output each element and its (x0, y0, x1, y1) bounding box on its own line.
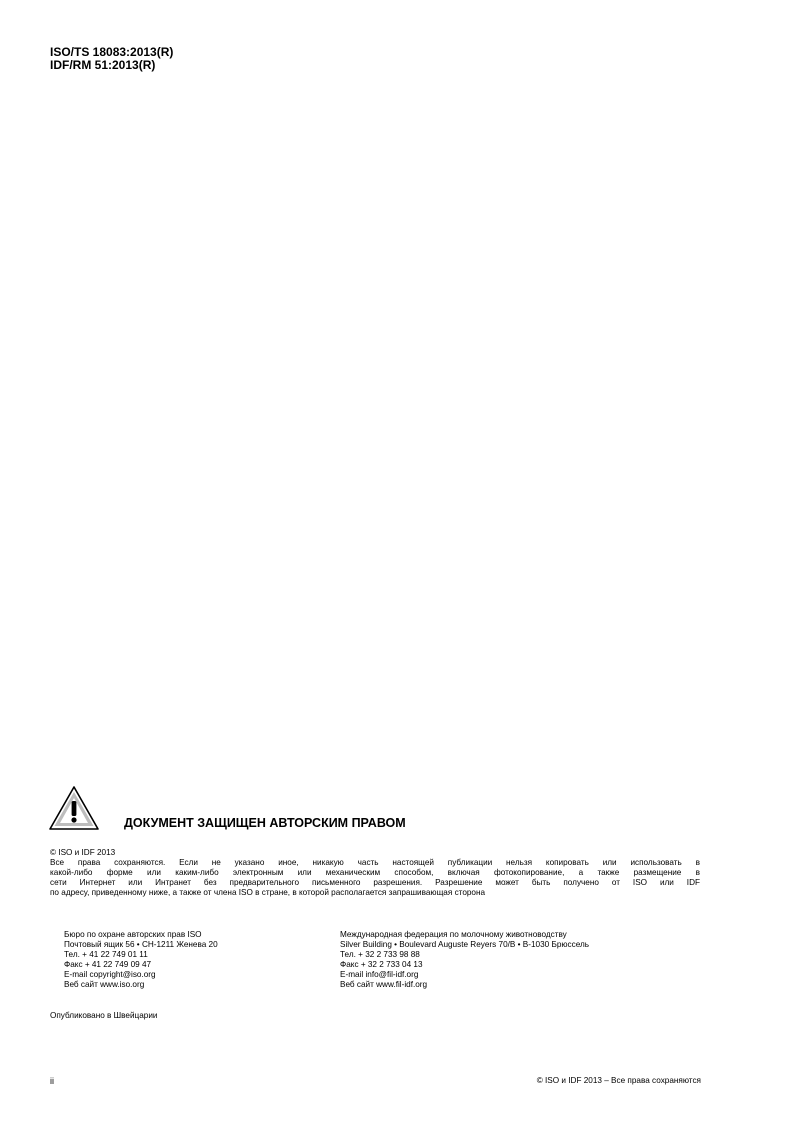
idf-office-name: Международная федерация по молочному животноводству (340, 930, 567, 939)
iso-address-block (64, 930, 218, 990)
footer-copyright: © ISO и IDF 2013 – Все права сохраняются (536, 1076, 701, 1085)
rights-line: сети Интернет или Интранет без предварительного письменного разрешения. Разрешение может быть получено от ISO или IDF (50, 878, 700, 887)
document-header (50, 46, 173, 72)
idf-email: E-mail info@fil-idf.org (340, 970, 419, 979)
iso-office-name: Бюро по охране авторских прав ISO (64, 930, 202, 939)
idf-postal-address: Silver Building • Boulevard Auguste Reyers 70/B • B-1030 Брюссель (340, 940, 590, 949)
iso-fax: Факс + 41 22 749 09 47 (64, 960, 152, 969)
idf-address-block (340, 930, 589, 990)
iso-email: E-mail copyright@iso.org (64, 970, 156, 979)
idf-phone: Тел. + 32 2 733 98 88 (340, 950, 420, 959)
idf-standard-number: IDF/RM 51:2013(R) (50, 58, 156, 72)
copyright-notice-title: ДОКУМЕНТ ЗАЩИЩЕН АВТОРСКИМ ПРАВОМ (124, 816, 406, 830)
rights-paragraph (50, 858, 700, 898)
copyright-line: © ISO и IDF 2013 (50, 848, 116, 857)
iso-postal-address: Почтовый ящик 56 • CH-1211 Женева 20 (64, 940, 218, 949)
iso-phone: Тел. + 41 22 749 01 11 (64, 950, 148, 959)
iso-standard-number: ISO/TS 18083:2013(R) (50, 45, 174, 59)
rights-line: по адресу, приведенному ниже, а также от члена ISO в стране, в которой располагается запрашивающая сторона (50, 888, 486, 897)
page-number: ii (50, 1076, 54, 1086)
rights-line: Все права сохраняются. Если не указано иное, никакую часть настоящей публикации нельзя копировать или использовать в (50, 858, 700, 867)
published-in: Опубликовано в Швейцарии (50, 1011, 158, 1020)
idf-website: Веб сайт www.fil-idf.org (340, 980, 428, 989)
rights-line: какой-либо форме или каким-либо электронным или механическим способом, включая фотокопирование, а также размещение в (50, 868, 700, 877)
idf-fax: Факс + 32 2 733 04 13 (340, 960, 423, 969)
iso-website: Веб сайт www.iso.org (64, 980, 145, 989)
warning-triangle-icon (48, 785, 100, 831)
